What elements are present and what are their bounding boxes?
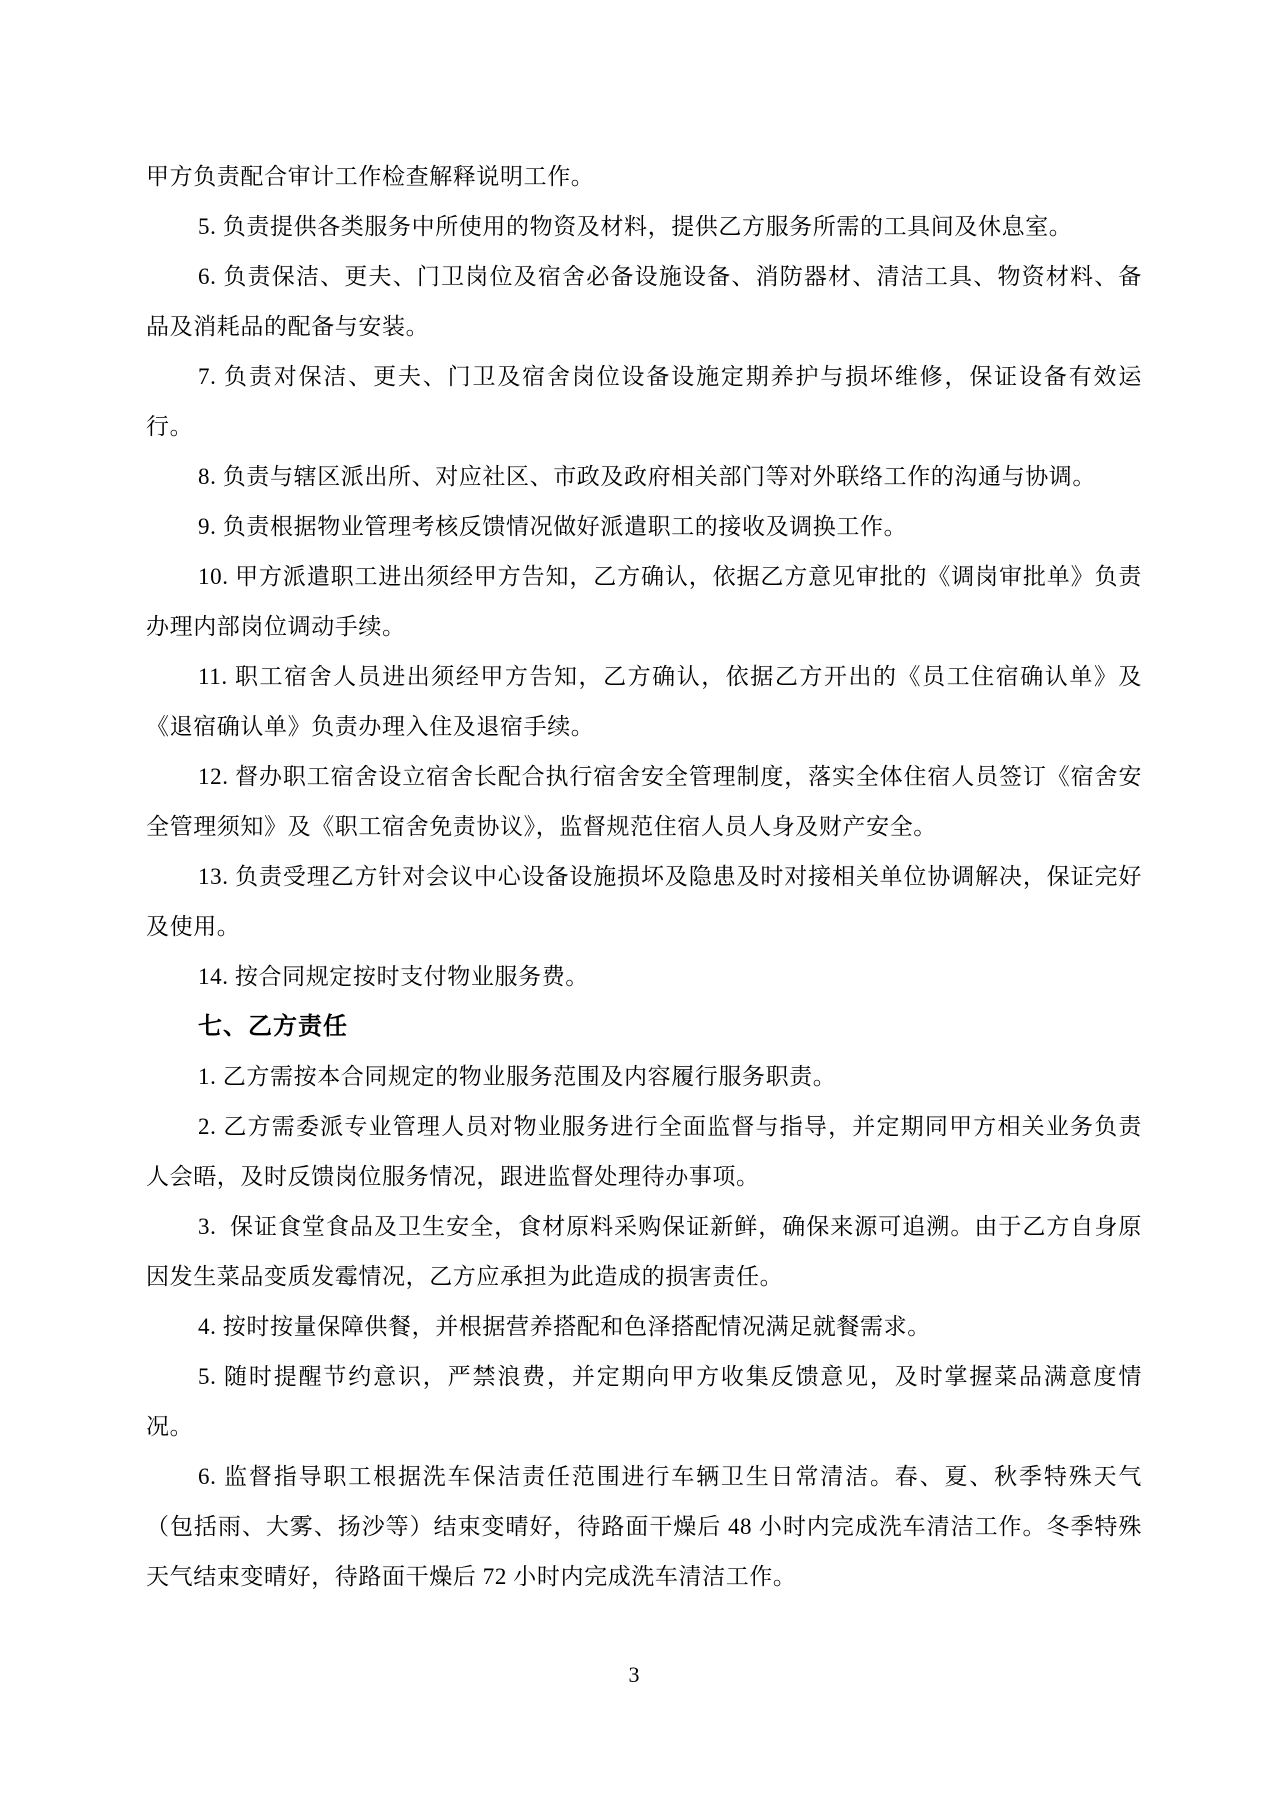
party-a-clause-6: 6. 负责保洁、更夫、门卫岗位及宿舍必备设施设备、消防器材、清洁工具、物资材料、备品及消耗品的配备与安装。 xyxy=(146,264,1142,339)
party-b-clause-2: 2. 乙方需委派专业管理人员对物业服务进行全面监督与指导，并定期同甲方相关业务负责人会晤，及时反馈岗位服务情况，跟进监督处理待办事项。 xyxy=(146,1114,1142,1189)
party-a-clause-12: 12. 督办职工宿舍设立宿舍长配合执行宿舍安全管理制度，落实全体住宿人员签订《宿舍安全管理须知》及《职工宿舍免责协议》，监督规范住宿人员人身及财产安全。 xyxy=(146,764,1142,839)
party-b-clause-5: 5. 随时提醒节约意识，严禁浪费，并定期向甲方收集反馈意见，及时掌握菜品满意度情况。 xyxy=(146,1364,1142,1439)
party-b-clause-6: 6. 监督指导职工根据洗车保洁责任范围进行车辆卫生日常清洁。春、夏、秋季特殊天气（包括雨、大雾、扬沙等）结束变晴好，待路面干燥后 48 小时内完成洗车清洁工作。冬季特殊天气结束变晴好，待路面干燥后 72 小时内完成洗车清洁工作。 xyxy=(146,1464,1142,1589)
section-heading-party-b-responsibilities: 七、乙方责任 xyxy=(198,1013,348,1040)
party-a-clause-11: 11. 职工宿舍人员进出须经甲方告知，乙方确认，依据乙方开出的《员工住宿确认单》及《退宿确认单》负责办理入住及退宿手续。 xyxy=(146,664,1142,739)
party-b-clause-3: 3. 保证食堂食品及卫生安全，食材原料采购保证新鲜，确保来源可追溯。由于乙方自身原因发生菜品变质发霉情况，乙方应承担为此造成的损害责任。 xyxy=(146,1214,1142,1289)
page-number: 3 xyxy=(628,1662,640,1687)
party-a-clause-5: 5. 负责提供各类服务中所使用的物资及材料，提供乙方服务所需的工具间及休息室。 xyxy=(198,214,1073,239)
party-b-clause-4: 4. 按时按量保障供餐，并根据营养搭配和色泽搭配情况满足就餐需求。 xyxy=(198,1314,931,1339)
party-b-clause-1: 1. 乙方需按本合同规定的物业服务范围及内容履行服务职责。 xyxy=(198,1064,837,1089)
party-a-clause-14: 14. 按合同规定按时支付物业服务费。 xyxy=(198,964,589,989)
party-a-clause-7: 7. 负责对保洁、更夫、门卫及宿舍岗位设备设施定期养护与损坏维修，保证设备有效运行。 xyxy=(146,364,1142,439)
party-a-clause-13: 13. 负责受理乙方针对会议中心设备设施损坏及隐患及时对接相关单位协调解决，保证完好及使用。 xyxy=(146,864,1142,939)
party-a-clause-10: 10. 甲方派遣职工进出须经甲方告知，乙方确认，依据乙方意见审批的《调岗审批单》负责办理内部岗位调动手续。 xyxy=(146,564,1142,639)
clause-continuation: 甲方负责配合审计工作检查解释说明工作。 xyxy=(146,164,595,189)
party-a-clause-8: 8. 负责与辖区派出所、对应社区、市政及政府相关部门等对外联络工作的沟通与协调。 xyxy=(198,464,1096,489)
document-body xyxy=(146,152,1142,1602)
party-a-clause-9: 9. 负责根据物业管理考核反馈情况做好派遣职工的接收及调换工作。 xyxy=(198,514,908,539)
